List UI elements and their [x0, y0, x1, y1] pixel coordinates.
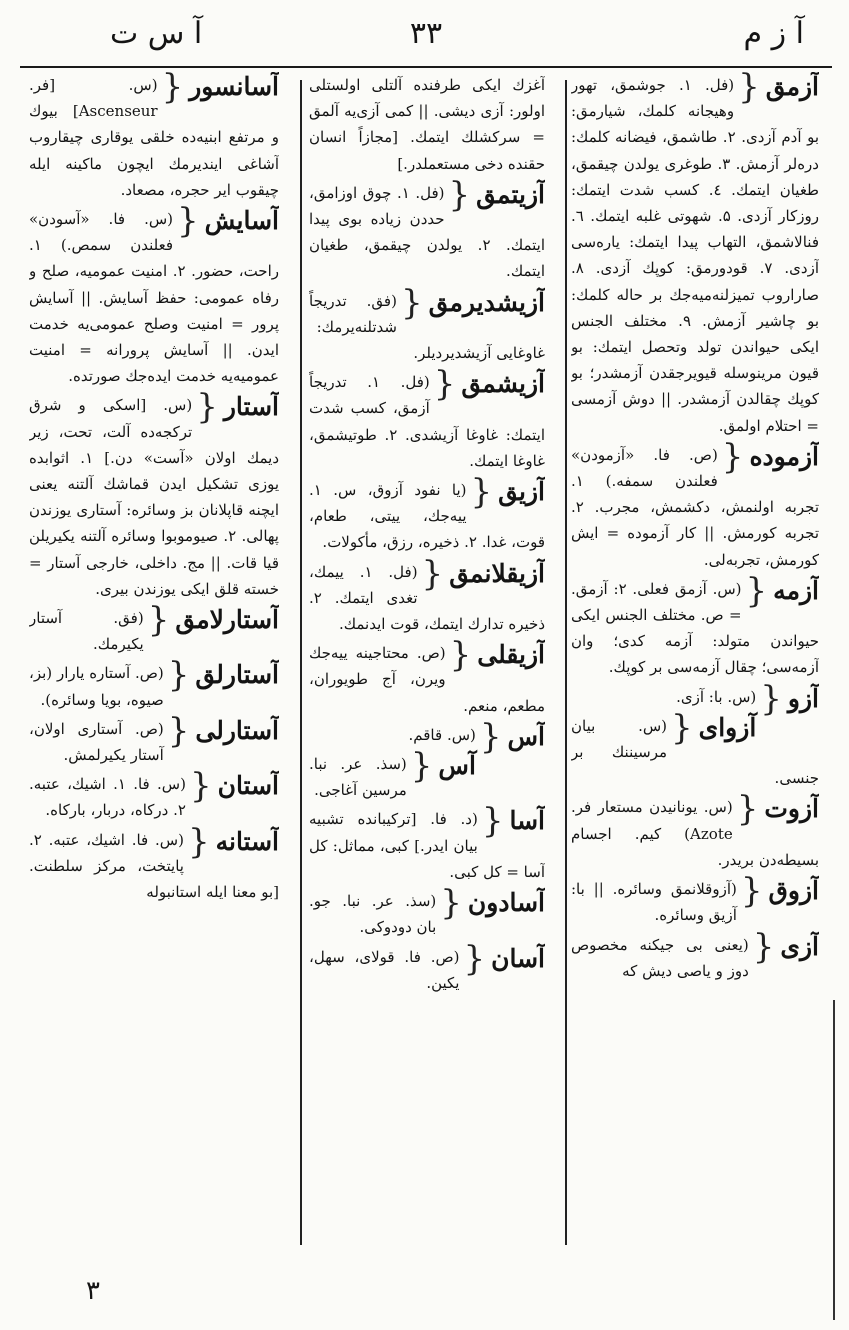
- page-number-top: ۳۳: [409, 16, 443, 51]
- entry-brace: {: [167, 655, 190, 696]
- entry-brace: {: [470, 472, 493, 513]
- entry-headword: آسانسور: [189, 72, 279, 101]
- dictionary-entry: [309, 282, 545, 367]
- entry-headword: آزمق: [765, 72, 819, 101]
- entry-definition: (ص. محتاجینه ییه‌جك ویرن، آج طویوران، مطعم، منعم.: [309, 644, 545, 715]
- entry-headword: آستارلق: [195, 660, 279, 690]
- entry-definition: (د. فا. [ترکیبانده تشبیه بیان ایدر.] کبی، مماثل: کل آسا = کل کبی.: [309, 810, 545, 881]
- entry-brace: {: [721, 436, 744, 477]
- entry-brace: {: [167, 710, 190, 751]
- column-right: [571, 72, 819, 1247]
- entry-brace: {: [736, 789, 759, 830]
- entry-brace: {: [481, 801, 504, 842]
- page-edge-line: [833, 1000, 835, 1320]
- entry-headword: آزیق: [498, 477, 545, 507]
- entry-definition: (س. با: آزی.: [676, 687, 757, 706]
- entry-definition: (س. آزمق فعلی. ۲: آزمق. = ص. مختلف الجنس ایکی حیواندن متولد: آزمه کدی؛ وان آزمه‌سی؛ چقال آزمه‌سی بر کوپك.: [571, 579, 819, 677]
- entry-brace: {: [752, 926, 775, 967]
- entry-brace: {: [189, 766, 212, 807]
- entry-definition: (فل. ۱. تدریجاً آزمق، کسب شدت ایتمك: غاوغا آزیشدی. ۲. طوتیشمق، غاوغا ایتمك.: [309, 373, 545, 470]
- dictionary-entry: [571, 436, 819, 573]
- entry-definition: (س. فا. اشیك، عتبه. ۲. پایتخت، مرکز سلطنت. [بو معنا ایله استانبوله: [29, 830, 279, 902]
- entry-definition: (یا نفود آزوق، س. ۱. ییه‌جك، ییتی، طعام، قوت، غدا. ۲. ذخیره، رزق، مأکولات.: [309, 481, 545, 552]
- entry-brace: {: [745, 570, 768, 611]
- column-rule: [565, 80, 567, 1245]
- entry-brace: {: [479, 716, 502, 757]
- entry-definition: (فل. ۱. چوق اوزامق، حددن زیاده بوی پیدا ایتمك. ۲. یولدن چیقمق، طغیان ایتمك.: [309, 183, 545, 281]
- entry-brace: {: [440, 883, 462, 924]
- entry-headword: آسان: [491, 943, 545, 973]
- entry-headword: آسادون: [467, 888, 545, 918]
- dictionary-entry: [29, 821, 279, 906]
- entry-definition: (س. [فر. Ascenseur] بیوك و مرتفع ابنیه‌ده خلقی یوقاری چیقاروب آشاغی ایندیرمك ایچون ماکینه ایله چیقوب ایر حجره، مصعاد.: [29, 76, 279, 199]
- entry-definition: (ص. آستاره یارار (بز، صیوه، بویا وسائره).: [29, 664, 164, 709]
- dictionary-entry: [571, 926, 819, 984]
- entry-headword: آزوای: [698, 712, 757, 742]
- page-footer-number: ۳: [86, 1276, 100, 1306]
- entry-headword: آستار: [223, 392, 279, 422]
- entry-definition: (سذ. عر. نبا. مرسین آغاجی.: [309, 755, 407, 800]
- entry-definition: (س. فا. «آسودن» فعلندن سمص.) ۱. راحت، حضور. ۲. امنیت عمومیه، صلح و رفاه عمومی: حفظ آسایش. || آسایش پرور = امنیت وصلح عمومی‌یه خدمت ایدن. || آسایش پرورانه = امنیت عمومیه‌یه خدمت ایده‌جك صورتده.: [29, 210, 279, 386]
- entry-headword: آس: [438, 751, 476, 781]
- entry-definition: (س. بیان مرسیننك بر جنسی.: [571, 716, 819, 788]
- entry-headword: آستانه: [215, 826, 279, 856]
- entry-definition: (آزوقلانمق وسائره. || با: آزیق وسائره.: [571, 880, 737, 925]
- entry-headword: آستان: [217, 771, 279, 801]
- entry-headword: آستارلی: [195, 715, 279, 745]
- dictionary-entry: [309, 635, 545, 719]
- entry-headword: آزمه: [773, 575, 819, 605]
- dictionary-entry: [29, 201, 279, 389]
- entry-brace: {: [187, 821, 210, 862]
- entry-brace: {: [400, 282, 423, 323]
- entry-definition: (سذ. عر. نبا. جو. بان دودوکی.: [309, 892, 437, 937]
- dictionary-entry: [571, 678, 819, 719]
- entry-brace: {: [177, 201, 199, 242]
- entry-brace: {: [161, 72, 184, 107]
- entry-brace: {: [410, 746, 433, 787]
- dictionary-entry: [571, 72, 819, 439]
- entry-brace: {: [740, 871, 763, 912]
- dictionary-entry: [309, 716, 545, 757]
- entry-headword: آزموده: [749, 441, 819, 471]
- entry-headword: آزوق: [768, 876, 819, 906]
- page-header: [20, 6, 832, 68]
- entry-headword: آس: [507, 721, 545, 751]
- dictionary-entry: [29, 72, 279, 203]
- entry-headword: آزی: [780, 931, 819, 961]
- dictionary-entry: [309, 72, 545, 177]
- entry-definition: (فق. تدریجاً شدتلنه‌یرمك: غاوغایی آزیشدیردیلر.: [309, 291, 545, 363]
- dictionary-entry: [571, 570, 819, 681]
- dictionary-entry: [571, 789, 819, 873]
- entry-brace: {: [738, 72, 760, 107]
- entry-headword: آزیتمق: [476, 179, 545, 209]
- entry-brace: {: [196, 387, 218, 428]
- entry-definition: (س. قاقم.: [408, 725, 476, 744]
- entry-brace: {: [448, 174, 471, 215]
- entry-brace: {: [463, 938, 486, 979]
- dictionary-entry: [29, 710, 279, 768]
- dictionary-entry: [571, 707, 819, 792]
- column-left: [29, 72, 279, 1247]
- column-rule: [300, 80, 302, 1245]
- entry-headword: آزیقلانمق: [449, 558, 545, 588]
- dictionary-entry: [309, 938, 545, 996]
- dictionary-entry: [309, 472, 545, 556]
- entry-headword: آزیشدیرمق: [428, 287, 545, 317]
- dictionary-entry: [29, 387, 279, 602]
- entry-headword: آستارلامق: [175, 605, 279, 635]
- dictionary-entry: [309, 801, 545, 885]
- entry-definition: (ص. فا. «آزمودن» فعلندن سمفه.) ۱. تجربه اولنمش، دکشمش، مجرب. ۲. تجربه کورمش. || کار آزموده = ایش کورمش، تجربه‌لی.: [571, 445, 819, 569]
- dictionary-entry: [571, 871, 819, 928]
- column-middle: [309, 72, 545, 1247]
- entry-definition: (یعنی بی جیکنه مخصوص دوز و یاصی دیش که: [571, 935, 749, 980]
- entry-headword: آزوت: [764, 794, 819, 824]
- dictionary-entry: [29, 655, 279, 712]
- entry-headword: آسایش: [204, 206, 279, 236]
- entry-brace: {: [760, 678, 782, 719]
- header-left-guide-letters: آ س ت: [110, 16, 203, 51]
- dictionary-entry: [309, 553, 545, 638]
- entry-brace: {: [147, 600, 170, 641]
- dictionary-entry: [309, 883, 545, 940]
- entry-definition: (س. فا. ۱. اشیك، عتبه. ۲. درکاه، دربار، بارکاه.: [29, 775, 186, 820]
- entry-definition: (ص. فا. قولای، سهل، یکین.: [309, 947, 460, 992]
- entry-definition: (فل. ۱. جوشمق، تهور وهیجانه کلمك، شیارمق: بو آدم آزدی. ۲. طاشمق، فیضانه کلمك: دره‌لر آزمش. ۳. طوغری یولدن چیقمق، طغیان ایتمك. ٤. کسب شدت ایتمك: روزکار آزدی. ۵. شهوتی غلبه ایتمك. ٦. فنالاشمق، التهاب پیدا ایتمك: یاره‌سی آزدی. ۷. قودورمق: کوپك آزدی. ۸. صاراروب تمیزلنه‌میه‌جك بر حاله کلمك: بو چاشیر آزمش. ۹. مختلف الجنس ایکی حیواندن تولد وتحصل ایتمك: بو قیون مرینوسله قیویرجقدن آزمشدر؛ بو کوپك چقالدن آزمشدر. || دوش آزمسی = احتلام اولمق.: [571, 76, 819, 435]
- entry-definition: (ص. آستاری اولان، آستار یکیرلمش.: [29, 719, 164, 765]
- entry-definition: آغزك ایکی طرفنده آلتلی اولستلی اولور: آزی دیشی. || کمی آزی‌یه آلمق = سرکشلك ایتمك. [مجازاً انسان حقنده دخی مستعملدر.]: [309, 76, 545, 173]
- entry-headword: آزو: [787, 683, 819, 713]
- entry-brace: {: [671, 707, 693, 748]
- entry-brace: {: [421, 553, 444, 594]
- entry-brace: {: [433, 364, 456, 405]
- entry-headword: آسا: [509, 806, 545, 836]
- entry-headword: آزیقلی: [477, 640, 545, 670]
- header-right-guide-letters: آ ز م: [743, 16, 804, 51]
- dictionary-columns: [25, 72, 825, 1247]
- dictionary-entry: [309, 174, 545, 285]
- entry-definition: (س. یونانیدن مستعار فر. Azote) کیم. اجسام بسیطه‌دن بریدر.: [571, 798, 819, 869]
- entry-headword: آزیشمق: [461, 369, 545, 399]
- dictionary-entry: [309, 746, 545, 803]
- entry-definition: (س. [اسکی و شرق ترکجه‌ده آلت، تحت، زیر دیمك اولان «آست» دن.] ۱. اثوابده یوزی تشکیل ایدن قماشك آلتنه یعنی ایچنه قاپلانان بز وسائره: آستاری یوزندن پهالی. ۲. صیوموبوا وسائره آلتنه یکیریلن قیا قات. || مج. داخلی، خارجی آستار = خسته قلق ایکی یوزندن بیری.: [29, 396, 279, 598]
- dictionary-entry: [29, 600, 279, 657]
- entry-definition: (فق. آستار یکیرمك.: [29, 609, 144, 654]
- entry-definition: (فل. ۱. ییمك، تغدی ایتمك. ۲. ذخیره تدارك ایتمك، قوت ایدنمك.: [309, 562, 545, 634]
- dictionary-entry: [29, 766, 279, 823]
- dictionary-entry: [309, 364, 545, 474]
- entry-brace: {: [449, 635, 472, 676]
